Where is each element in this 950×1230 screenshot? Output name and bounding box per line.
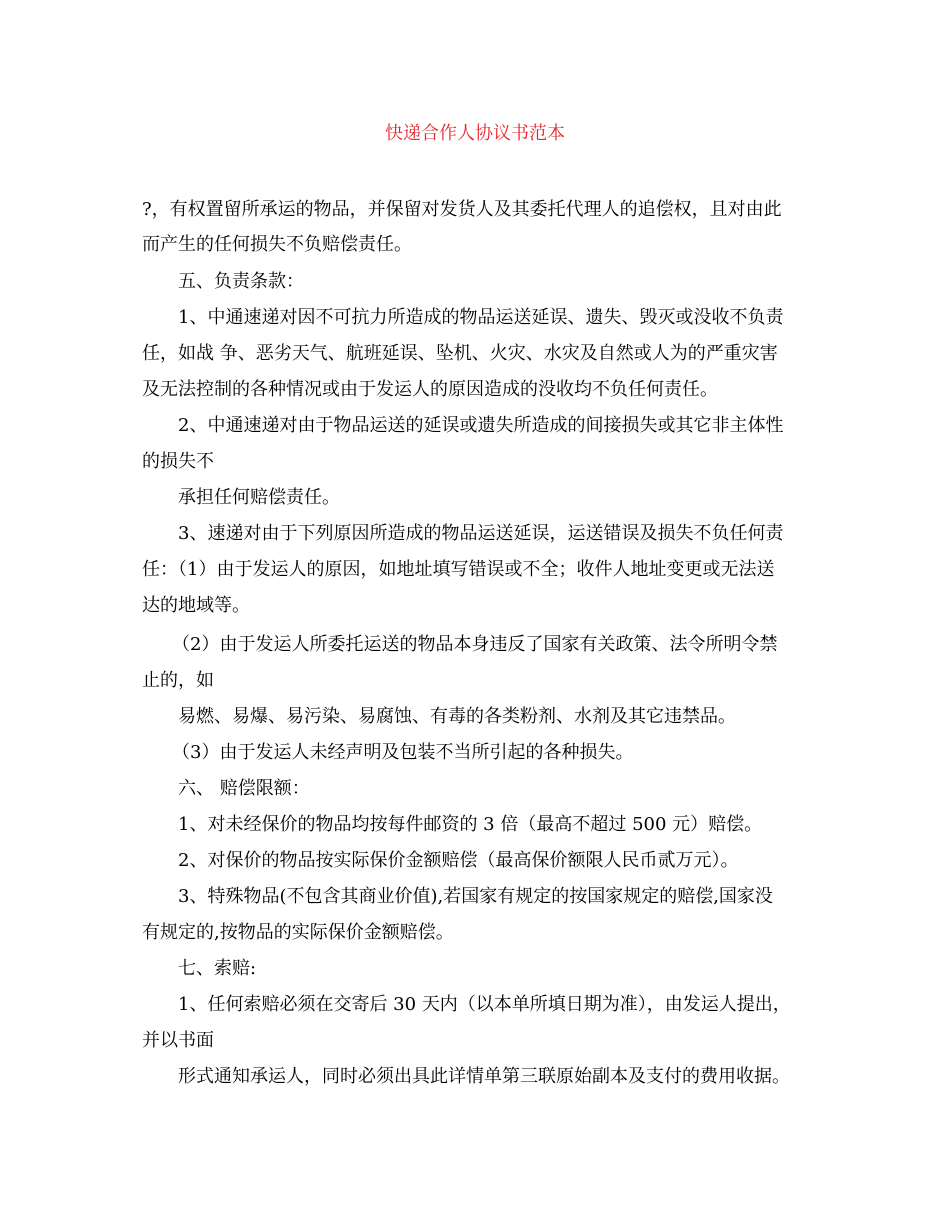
section-heading: 七、索赔: [178,958,257,979]
paragraph-line: 任，如战 争、恶劣天气、航班延误、坠机、火灾、水灾及自然或人为的严重灾害 [142,343,778,364]
paragraph-line: 形式通知承运人，同时必须出具此详情单第三联原始副本及支付的费用收据。 [178,1066,790,1087]
paragraph-line: 止的，如 [142,670,214,691]
paragraph-line: 易燃、易爆、易污染、易腐蚀、有毒的各类粉剂、水剂及其它违禁品。 [178,706,736,727]
paragraph-line: 3、特殊物品(不包含其商业价值),若国家有规定的按国家规定的赔偿,国家没 [178,886,773,907]
paragraph-line: 2、对保价的物品按实际保价金额赔偿（最高保价额限人民币贰万元）。 [178,850,739,871]
paragraph-line: 并以书面 [142,1030,214,1051]
paragraph-line: 而产生的任何损失不负赔偿责任。 [142,234,412,255]
paragraph-line: 1、中通速递对因不可抗力所造成的物品运送延误、遗失、毁灭或没收不负责 [178,307,784,328]
paragraph-line: （2）由于发运人所委托运送的物品本身违反了国家有关政策、法令所明令禁 [172,634,778,655]
paragraph-line: （3）由于发运人未经声明及包装不当所引起的各种损失。 [172,742,634,763]
paragraph-line: 1、任何索赔必须在交寄后 30 天内（以本单所填日期为准），由发运人提出， [178,994,791,1015]
paragraph-line: 2、中通速递对由于物品运送的延误或遗失所造成的间接损失或其它非主体性 [178,415,784,436]
section-heading: 五、负责条款： [178,271,304,292]
paragraph-line: 1、对未经保价的物品均按每件邮资的 3 倍（最高不超过 500 元）赔偿。 [178,814,763,835]
paragraph-line: 承担任何赔偿责任。 [178,487,340,508]
document-title: 快递合作人协议书范本 [385,123,565,144]
section-heading: 六、 赔偿限额： [178,778,310,799]
paragraph-line: ?，有权置留所承运的物品，并保留对发货人及其委托代理人的追偿权，且对由此 [142,199,782,220]
paragraph-line: 达的地域等。 [142,595,250,616]
paragraph-line: 的损失不 [142,451,214,472]
paragraph-line: 3、速递对由于下列原因所造成的物品运送延误，运送错误及损失不负任何责 [178,523,784,544]
paragraph-line: 及无法控制的各种情况或由于发运人的原因造成的没收均不负任何责任。 [142,379,718,400]
paragraph-line: 有规定的,按物品的实际保价金额赔偿。 [142,922,454,943]
paragraph-line: 任：（1）由于发运人的原因，如地址填写错误或不全；收件人地址变更或无法送 [142,559,775,580]
